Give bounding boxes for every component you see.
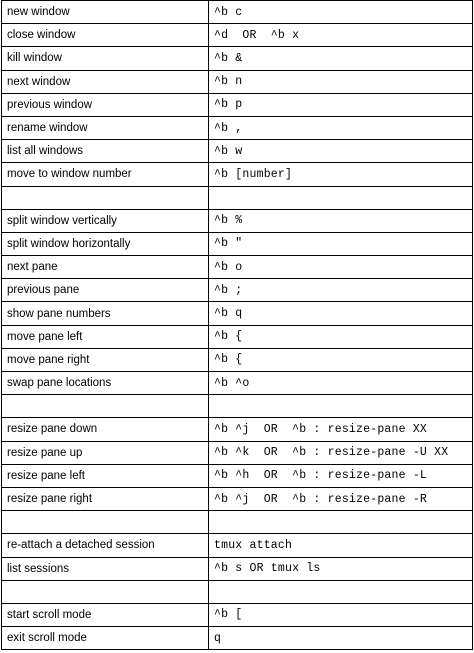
action-cell: new window bbox=[2, 1, 209, 24]
action-cell: list sessions bbox=[2, 557, 209, 580]
tmux-shortcuts-table bbox=[1, 0, 473, 650]
spacer-row bbox=[2, 580, 473, 603]
table-row bbox=[2, 47, 473, 70]
shortcut-cell: ^b p bbox=[209, 93, 473, 116]
table-row bbox=[2, 116, 473, 139]
shortcut-cell: ^b " bbox=[209, 232, 473, 255]
table-row bbox=[2, 418, 473, 441]
table-row bbox=[2, 627, 473, 650]
shortcut-cell: ^b o bbox=[209, 256, 473, 279]
shortcut-cell: ^b w bbox=[209, 140, 473, 163]
action-cell: split window horizontally bbox=[2, 232, 209, 255]
shortcut-cell: ^b q bbox=[209, 302, 473, 325]
shortcut-cell: tmux attach bbox=[209, 534, 473, 557]
table-row bbox=[2, 24, 473, 47]
shortcut-cell: ^b n bbox=[209, 70, 473, 93]
table-row bbox=[2, 603, 473, 626]
table-row bbox=[2, 163, 473, 186]
action-cell: previous window bbox=[2, 93, 209, 116]
action-cell: next window bbox=[2, 70, 209, 93]
action-cell: close window bbox=[2, 24, 209, 47]
shortcut-cell: ^b % bbox=[209, 209, 473, 232]
action-cell: show pane numbers bbox=[2, 302, 209, 325]
action-cell: swap pane locations bbox=[2, 372, 209, 395]
action-cell: exit scroll mode bbox=[2, 627, 209, 650]
table-row bbox=[2, 279, 473, 302]
table-row bbox=[2, 487, 473, 510]
table-row bbox=[2, 325, 473, 348]
shortcut-cell: ^b s OR tmux ls bbox=[209, 557, 473, 580]
action-cell: move pane right bbox=[2, 348, 209, 371]
shortcut-cell: ^b [ bbox=[209, 603, 473, 626]
shortcut-cell: ^b c bbox=[209, 1, 473, 24]
action-cell: resize pane down bbox=[2, 418, 209, 441]
table-row bbox=[2, 70, 473, 93]
shortcut-cell bbox=[209, 511, 473, 534]
shortcut-cell bbox=[209, 580, 473, 603]
table-row bbox=[2, 441, 473, 464]
shortcut-cell: ^b ^j OR ^b : resize-pane XX bbox=[209, 418, 473, 441]
spacer-row bbox=[2, 511, 473, 534]
action-cell bbox=[2, 511, 209, 534]
table-row bbox=[2, 232, 473, 255]
table-row bbox=[2, 372, 473, 395]
action-cell: list all windows bbox=[2, 140, 209, 163]
shortcut-cell: q bbox=[209, 627, 473, 650]
action-cell: resize pane right bbox=[2, 487, 209, 510]
table-row bbox=[2, 534, 473, 557]
action-cell: next pane bbox=[2, 256, 209, 279]
action-cell: rename window bbox=[2, 116, 209, 139]
shortcut-cell: ^b { bbox=[209, 325, 473, 348]
table-row bbox=[2, 557, 473, 580]
action-cell: move pane left bbox=[2, 325, 209, 348]
spacer-row bbox=[2, 395, 473, 418]
table-row bbox=[2, 348, 473, 371]
action-cell bbox=[2, 580, 209, 603]
action-cell: re-attach a detached session bbox=[2, 534, 209, 557]
action-cell: move to window number bbox=[2, 163, 209, 186]
table-row bbox=[2, 140, 473, 163]
table-row bbox=[2, 1, 473, 24]
table-row bbox=[2, 209, 473, 232]
shortcut-cell: ^b ; bbox=[209, 279, 473, 302]
action-cell: resize pane up bbox=[2, 441, 209, 464]
shortcut-cell: ^b & bbox=[209, 47, 473, 70]
table-row bbox=[2, 256, 473, 279]
shortcut-cell: ^b [number] bbox=[209, 163, 473, 186]
table-row bbox=[2, 302, 473, 325]
table-row bbox=[2, 464, 473, 487]
shortcut-cell bbox=[209, 395, 473, 418]
action-cell: split window vertically bbox=[2, 209, 209, 232]
shortcut-cell: ^b { bbox=[209, 348, 473, 371]
shortcut-cell: ^b , bbox=[209, 116, 473, 139]
shortcut-cell: ^b ^h OR ^b : resize-pane -L bbox=[209, 464, 473, 487]
shortcut-cell: ^d OR ^b x bbox=[209, 24, 473, 47]
shortcut-cell bbox=[209, 186, 473, 209]
spacer-row bbox=[2, 186, 473, 209]
action-cell bbox=[2, 186, 209, 209]
shortcut-cell: ^b ^j OR ^b : resize-pane -R bbox=[209, 487, 473, 510]
table-body bbox=[2, 1, 473, 650]
action-cell: resize pane left bbox=[2, 464, 209, 487]
table-row bbox=[2, 93, 473, 116]
action-cell bbox=[2, 395, 209, 418]
action-cell: kill window bbox=[2, 47, 209, 70]
action-cell: start scroll mode bbox=[2, 603, 209, 626]
shortcut-cell: ^b ^k OR ^b : resize-pane -U XX bbox=[209, 441, 473, 464]
action-cell: previous pane bbox=[2, 279, 209, 302]
shortcut-cell: ^b ^o bbox=[209, 372, 473, 395]
